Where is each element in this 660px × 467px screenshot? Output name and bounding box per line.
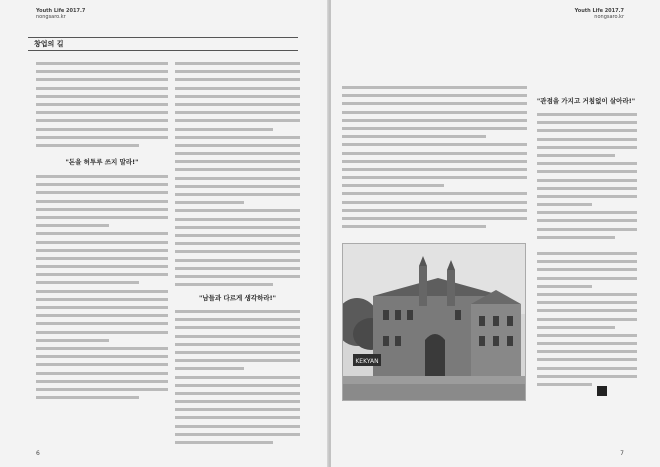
text-line: [175, 152, 300, 155]
text-line: [537, 260, 637, 263]
text-line: [36, 128, 168, 131]
text-line: [537, 285, 592, 288]
text-line: [537, 211, 637, 214]
text-line: [537, 236, 615, 239]
right-column-2-lower: [537, 252, 637, 391]
text-line: [36, 119, 168, 122]
text-line: [342, 225, 486, 228]
text-line: [537, 277, 637, 280]
text-line: [537, 154, 615, 157]
text-line: [175, 144, 300, 147]
text-line: [537, 342, 637, 345]
text-line: [175, 242, 300, 245]
section-title: 창업의 길: [34, 40, 64, 48]
text-line: [537, 228, 637, 231]
text-line: [537, 318, 637, 321]
right-column-2: [537, 113, 637, 244]
text-line: [537, 203, 592, 206]
text-line: [175, 283, 273, 286]
text-line: [36, 200, 168, 203]
text-line: [537, 350, 637, 353]
text-line: [36, 322, 168, 325]
text-line: [36, 241, 168, 244]
text-line: [175, 267, 300, 270]
left-masthead-title: Youth Life 2017.7: [36, 8, 86, 14]
text-line: [36, 339, 109, 342]
text-line: [537, 162, 637, 165]
text-line: [175, 259, 300, 262]
text-line: [36, 224, 109, 227]
text-line: [342, 192, 527, 195]
right-column-1: [342, 86, 527, 233]
text-line: [36, 363, 168, 366]
text-line: [175, 226, 300, 229]
left-column-2: [175, 62, 300, 291]
text-line: [175, 416, 300, 419]
text-line: [342, 86, 527, 89]
text-line: [36, 380, 168, 383]
left-column-1: [36, 62, 168, 152]
text-line: [175, 193, 300, 196]
text-line: [537, 146, 637, 149]
text-line: [175, 185, 300, 188]
text-line: [342, 184, 444, 187]
left-masthead: [36, 8, 85, 20]
text-line: [175, 111, 300, 114]
text-line: [175, 209, 300, 212]
text-line: [175, 103, 300, 106]
text-line: [36, 183, 168, 186]
text-line: [175, 234, 300, 237]
left-page: [0, 0, 329, 467]
text-line: [537, 375, 637, 378]
text-line: [36, 314, 168, 317]
text-line: [36, 208, 168, 211]
text-line: [342, 94, 527, 97]
text-line: [342, 127, 527, 130]
text-line: [342, 217, 527, 220]
text-line: [36, 175, 168, 178]
text-line: [175, 359, 300, 362]
text-line: [537, 301, 637, 304]
text-line: [175, 78, 300, 81]
left-column-2-lower: [175, 310, 300, 449]
text-line: [342, 152, 527, 155]
building-photo-graphic: [343, 244, 525, 400]
text-line: [175, 376, 300, 379]
text-line: [36, 78, 168, 81]
text-line: [36, 257, 168, 260]
text-line: [175, 70, 300, 73]
text-line: [175, 318, 300, 321]
text-line: [175, 367, 244, 370]
building-sign-text: KEKYAN: [355, 358, 379, 365]
right-masthead: [575, 8, 624, 20]
text-line: [537, 179, 637, 182]
text-line: [36, 396, 139, 399]
text-line: [342, 168, 527, 171]
left-page-number: 6: [36, 450, 40, 457]
text-line: [342, 201, 527, 204]
text-line: [36, 191, 168, 194]
text-line: [537, 309, 637, 312]
text-line: [36, 290, 168, 293]
text-line: [36, 281, 139, 284]
text-line: [537, 358, 637, 361]
text-line: [36, 249, 168, 252]
text-line: [175, 400, 300, 403]
text-line: [36, 331, 168, 334]
text-line: [175, 218, 300, 221]
right-masthead-url: nongsaro.kr: [594, 14, 624, 20]
text-line: [36, 103, 168, 106]
text-line: [175, 160, 300, 163]
text-line: [537, 268, 637, 271]
left-column-1-lower: [36, 175, 168, 404]
section-header: [28, 37, 298, 51]
text-line: [36, 298, 168, 301]
text-line: [36, 111, 168, 114]
right-masthead-title: Youth Life 2017.7: [574, 8, 624, 14]
text-line: [175, 95, 300, 98]
text-line: [175, 310, 300, 313]
text-line: [175, 275, 300, 278]
text-line: [537, 129, 637, 132]
text-line: [175, 441, 273, 444]
text-line: [175, 250, 300, 253]
text-line: [342, 209, 527, 212]
building-photo: [342, 243, 526, 401]
text-line: [537, 138, 637, 141]
text-line: [36, 62, 168, 65]
text-line: [175, 433, 300, 436]
text-line: [175, 177, 300, 180]
text-line: [175, 335, 300, 338]
text-line: [36, 216, 168, 219]
text-line: [175, 384, 300, 387]
text-line: [36, 70, 168, 73]
text-line: [342, 102, 527, 105]
text-line: [36, 347, 168, 350]
text-line: [342, 160, 527, 163]
text-line: [36, 273, 168, 276]
end-mark-icon: [597, 386, 607, 396]
text-line: [175, 326, 300, 329]
text-line: [36, 136, 168, 139]
text-line: [175, 392, 300, 395]
text-line: [175, 425, 300, 428]
text-line: [36, 144, 139, 147]
text-line: [537, 326, 615, 329]
text-line: [175, 351, 300, 354]
text-line: [342, 111, 527, 114]
text-line: [36, 95, 168, 98]
text-line: [537, 293, 637, 296]
text-line: [537, 121, 637, 124]
text-line: [36, 265, 168, 268]
text-line: [537, 252, 637, 255]
text-line: [36, 87, 168, 90]
text-line: [175, 136, 300, 139]
text-line: [537, 170, 637, 173]
text-line: [36, 372, 168, 375]
text-line: [175, 168, 300, 171]
text-line: [342, 143, 527, 146]
pull-quote-1: "돈을 허투루 쓰지 말라!": [65, 158, 139, 166]
text-line: [537, 187, 637, 190]
text-line: [36, 306, 168, 309]
text-line: [537, 367, 637, 370]
text-line: [175, 343, 300, 346]
text-line: [175, 87, 300, 90]
text-line: [537, 195, 637, 198]
text-line: [342, 119, 527, 122]
left-masthead-url: nongsaro.kr: [36, 14, 66, 20]
text-line: [537, 113, 637, 116]
text-line: [175, 408, 300, 411]
text-line: [175, 128, 273, 131]
text-line: [175, 62, 300, 65]
text-line: [175, 119, 300, 122]
text-line: [537, 334, 637, 337]
text-line: [36, 232, 168, 235]
text-line: [175, 201, 244, 204]
right-page-number: 7: [620, 450, 624, 457]
pull-quote-3: "관점을 가지고 거침없이 살아라!": [536, 97, 636, 105]
text-line: [537, 383, 592, 386]
text-line: [36, 388, 168, 391]
text-line: [537, 219, 637, 222]
text-line: [36, 355, 168, 358]
text-line: [342, 135, 486, 138]
pull-quote-2: "남들과 다르게 생각하라!": [198, 294, 277, 302]
text-line: [342, 176, 527, 179]
